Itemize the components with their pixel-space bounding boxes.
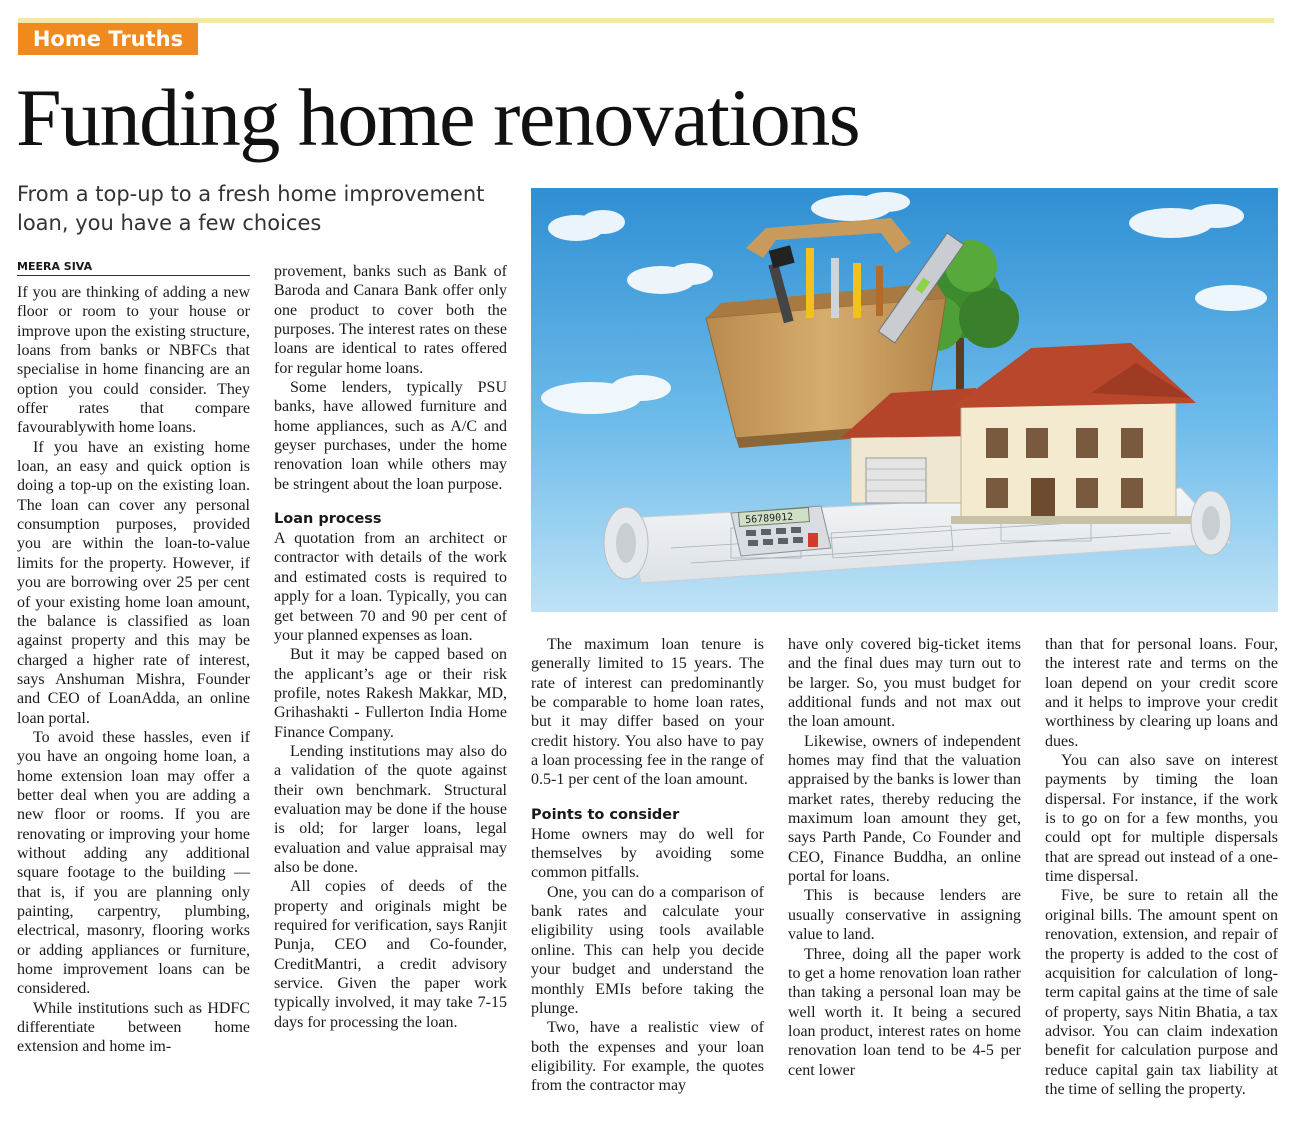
calculator-display: 56789012 — [744, 511, 794, 527]
paragraph: Likewise, owners of independent homes may find that the valuation appraised by the banks is lower than market rates, thereby reducing the maximum loan amount they get, says Parth Pande, Co Founder and CEO, Finance Buddha, an online portal for loans. — [788, 732, 1021, 886]
article-column-2 — [274, 262, 507, 1032]
paragraph: than that for personal loans. Four, the interest rate and terms on the loan depend on your credit score and it helps to improve your credit worthiness by clearing up loans and dues. — [1045, 636, 1278, 750]
top-rule — [18, 18, 1274, 23]
paragraph: have only covered big-ticket items and the final dues may turn out to be larger. So, you must budget for additional funds and not max out the loan amount. — [788, 636, 1021, 731]
headline: Funding home renovations — [16, 72, 860, 163]
paragraph: Home owners may do well for themselves by avoiding some common pitfalls. — [531, 825, 764, 882]
paragraph: This is because lenders are usually conservative in assigning value to land. — [788, 887, 1021, 944]
paragraph: While institutions such as HDFC differentiate between home extension and home im- — [17, 999, 250, 1056]
subhead-points-to-consider: Points to consider — [531, 806, 680, 823]
paragraph: To avoid these hassles, even if you have an ongoing home loan, a home extension loan may offer a better deal when you are adding a new floor or rooms. If you are renovating or improving your home without adding any additional square footage to the building — that is, if you are planning only painting, carpentry, plumbing, electrical, masonry, flooring works or adding appliances or furniture, home improvement loans can be considered. — [17, 728, 250, 998]
article-column-3 — [531, 635, 764, 1096]
paragraph: But it may be capped based on the applicant’s age or their risk profile, notes Rakesh Makkar, MD, Grihashakti - Fullerton India Home Finance Company. — [274, 646, 507, 741]
paragraph: Three, doing all the paper work to get a home renovation loan rather than taking a personal loan may be well worth it. It being a secured loan product, interest rates on home renovation loan tend to be 4-5 per cent lower — [788, 945, 1021, 1079]
paragraph: A quotation from an architect or contractor with details of the work and estimated costs is required to apply for a loan. Typically, you can get between 70 and 90 per cent of your planned expenses as loan. — [274, 530, 507, 644]
article-column-1 — [17, 283, 250, 1057]
paragraph: provement, banks such as Bank of Baroda and Canara Bank offer only one product to cover both the purposes. The interest rates on these loans are identical to rates offered for regular home loans. — [274, 263, 507, 377]
paragraph: If you are thinking of adding a new floor or room to your house or improve upon the existing structure, loans from banks or NBFCs that specialise in home financing are an option you could consider. They offer rates that compare favourablywith home loans. — [17, 284, 250, 437]
byline: MEERA SIVA — [17, 259, 250, 276]
paragraph: Some lenders, typically PSU banks, have allowed furniture and home appliances, such as A/C and geyser purchases, under the home renovation loan while others may be stringent about the loan purpose. — [274, 379, 507, 493]
paragraph: All copies of deeds of the property and originals might be required for verification, says Ranjit Punja, CEO and Co-founder, CreditMantri, a credit advisory service. Given the paper work typically involved, it may take 7-15 days for processing the loan. — [274, 878, 507, 1031]
paragraph: Two, have a realistic view of both the expenses and your loan eligibility. For example, the quotes from the contractor may — [531, 1019, 764, 1095]
paragraph: One, you can do a comparison of bank rates and calculate your eligibility using tools available online. This can help you decide your budget and understand the monthly EMIs before taking the plunge. — [531, 883, 764, 1017]
article-column-4 — [788, 635, 1021, 1080]
paragraph: The maximum loan tenure is generally limited to 15 years. The rate of interest can predominantly be comparable to home loan rates, but it may differ based on your credit history. You also have to pay a loan processing fee in the range of 0.5-1 per cent of the loan amount. — [531, 636, 764, 789]
calculator — [731, 506, 831, 556]
paragraph: If you have an existing home loan, an easy and quick option is doing a top-up on the existing loan. The loan can cover any personal consumption purposes, provided you are within the loan-to-value limits for the property. However, if you are borrowing over 25 per cent of your existing home loan amount, the balance is classified as loan against property and this may be charged a higher rate of interest, says Anshuman Mishra, Founder and CEO of LoanAdda, an online loan portal. — [17, 438, 250, 727]
article-column-5 — [1045, 635, 1278, 1099]
section-tag: Home Truths — [18, 23, 198, 55]
deck: From a top-up to a fresh home improvement loan, you have a few choices — [17, 182, 485, 235]
paragraph: Five, be sure to retain all the original bills. The amount spent on renovation, extension, and repair of the property is added to the cost of acquisition for calculation of long-term capital gains at the time of sale of property, says Nitin Bhatia, a tax advisor. You can claim indexation benefit for calculation purpose and reduce capital gain tax liability at the time of selling the property. — [1045, 887, 1278, 1098]
subhead-loan-process: Loan process — [274, 511, 382, 528]
renovation-photo — [531, 188, 1278, 612]
paragraph: Lending institutions may also do a validation of the quote against their own benchmark. Structural evaluation may be done if the house is old; for larger loans, legal evaluation and value appraisal may also be done. — [274, 742, 507, 876]
paragraph: You can also save on interest payments by timing the loan dispersal. For instance, if the work is to go on for a few months, you could opt for multiple dispersals that are spread out instead of a one-time dispersal. — [1045, 752, 1278, 886]
